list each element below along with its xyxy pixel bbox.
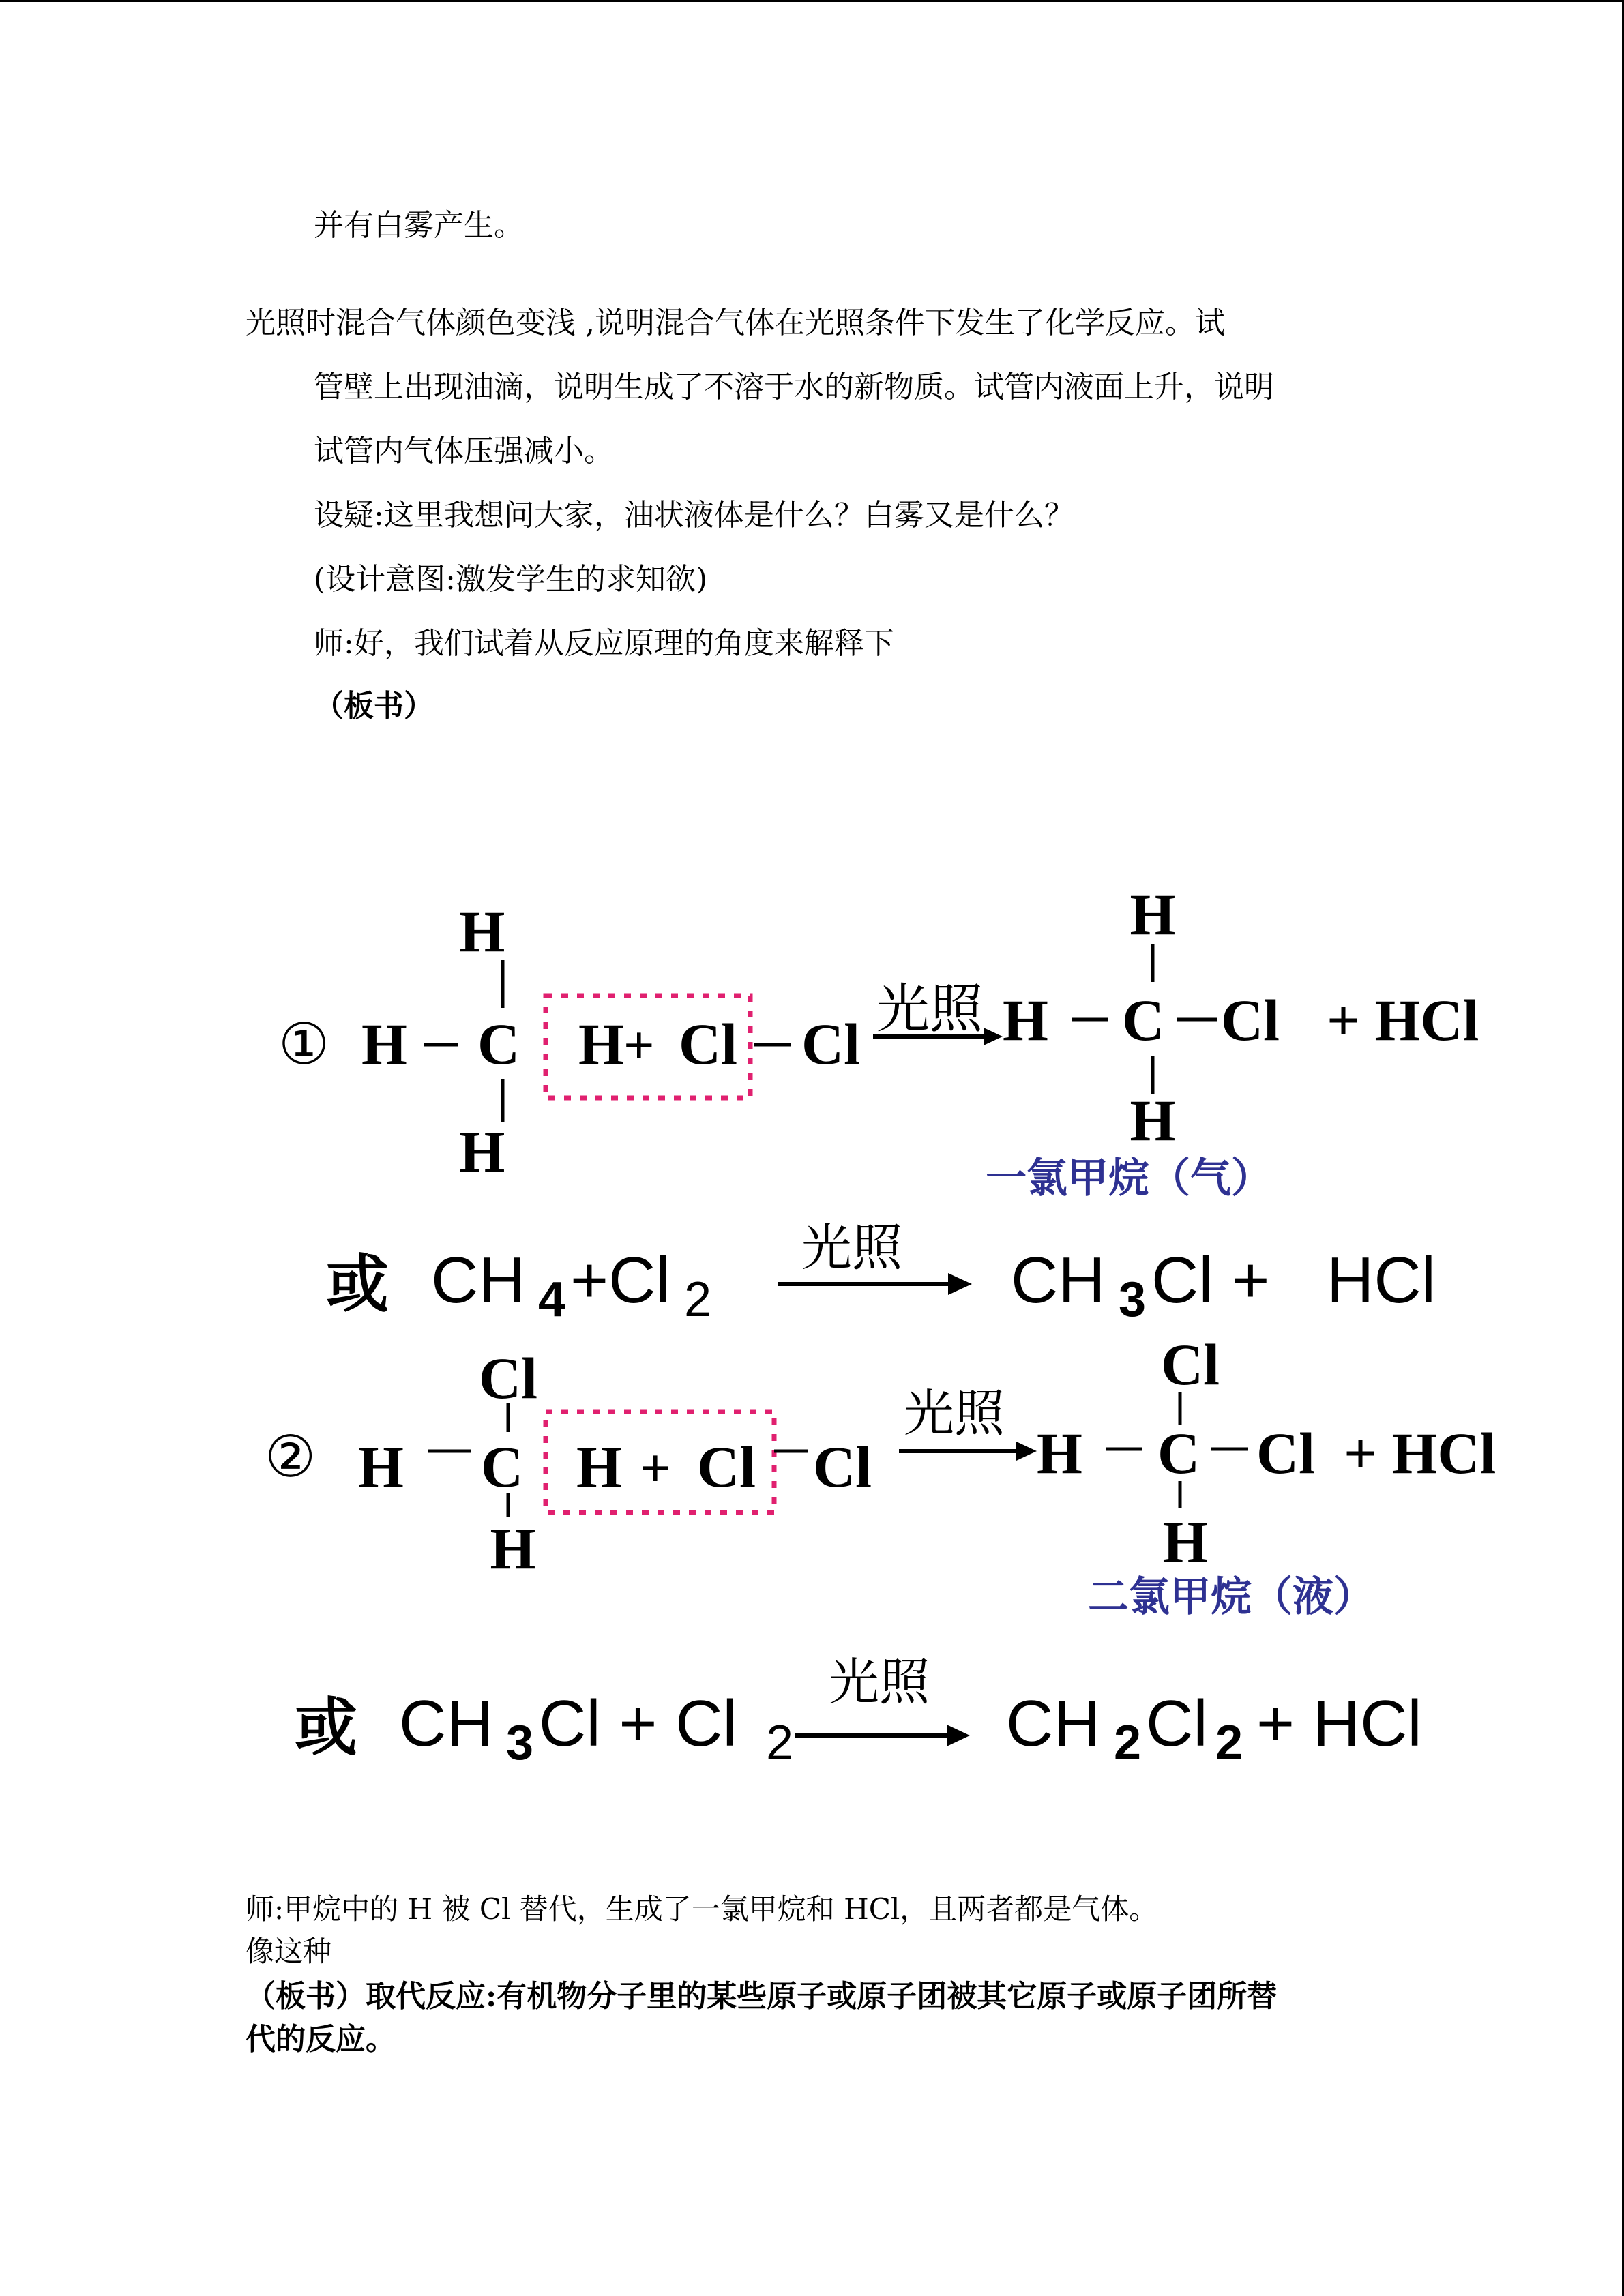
product-c: C: [1157, 1420, 1200, 1486]
equation-1: [326, 1219, 1436, 1327]
arrow-head: [1016, 1442, 1037, 1461]
subscript-red: 3: [1119, 1272, 1147, 1327]
product-hcl: + HCl: [1344, 1420, 1496, 1486]
formula-plus-cl: +Cl: [570, 1244, 670, 1317]
text-line: 师:好，我们试着从反应原理的角度来解释下: [314, 626, 894, 661]
product-cl: Cl: [1256, 1420, 1315, 1486]
box-plus: +: [623, 1016, 655, 1076]
product-h-left: H: [1037, 1420, 1082, 1486]
box-atom-cl: Cl: [697, 1434, 756, 1500]
atom-cl: Cl: [801, 1011, 860, 1077]
atom-c: C: [477, 1011, 520, 1077]
box-plus: +: [640, 1439, 671, 1499]
product-h-bottom: H: [1162, 1509, 1209, 1575]
product-hcl: + HCl: [1327, 987, 1479, 1053]
product-h-top: H: [1130, 882, 1176, 947]
condition-light: 光照: [904, 1384, 1005, 1443]
text-line: 并有白雾产生。: [314, 208, 524, 243]
subscript-red: 4: [538, 1272, 566, 1327]
equation-2: [295, 1653, 1422, 1770]
product-c: C: [1122, 987, 1165, 1053]
text-line: 设疑:这里我想问大家，油状液体是什么？白雾又是什么？: [314, 498, 1074, 533]
atom-h-bottom: H: [490, 1516, 536, 1581]
atom-h-left: H: [361, 1011, 407, 1077]
reaction-number: ②: [265, 1425, 316, 1489]
subscript-red: 3: [506, 1716, 534, 1770]
reaction-number: ①: [278, 1012, 330, 1076]
subscript: 2: [684, 1272, 712, 1327]
subscript: 2: [766, 1716, 794, 1770]
subscript-red: 2: [1114, 1716, 1142, 1770]
atom-h-bottom: H: [459, 1119, 505, 1184]
text-line: 光照时混合气体颜色变浅 ,说明混合气体在光照条件下发生了化学反应。试: [246, 305, 1225, 340]
product-h-left: H: [1003, 987, 1048, 1053]
formula-hcl: HCl: [1327, 1244, 1436, 1317]
condition-light: 光照: [876, 979, 984, 1040]
condition-light: 光照: [829, 1653, 930, 1712]
or-label: 或: [326, 1248, 389, 1321]
formula-ch: CH: [1011, 1244, 1106, 1317]
arrow-head: [984, 1028, 1003, 1045]
condition-light: 光照: [801, 1219, 902, 1277]
formula-ch: CH: [1006, 1687, 1101, 1760]
box-atom-h: H: [578, 1011, 624, 1077]
subscript-blue: 2: [1215, 1716, 1243, 1770]
or-label: 或: [295, 1691, 358, 1764]
reaction-1: [278, 882, 1479, 1202]
text-line: 管壁上出现油滴，说明生成了不溶于水的新物质。试管内液面上升，说明: [314, 370, 1274, 404]
formula-cl-plus: Cl +: [1151, 1244, 1270, 1317]
text-line: 代的反应。: [246, 2022, 396, 2057]
box-atom-cl: Cl: [679, 1011, 737, 1077]
product-name-label: 一氯甲烷（气）: [986, 1154, 1272, 1202]
arrow-head: [947, 1725, 970, 1746]
text-line: （板书）: [314, 689, 434, 724]
text-line: 像这种: [246, 1935, 332, 1968]
product-cl: Cl: [1221, 987, 1280, 1053]
product-cl-top: Cl: [1161, 1332, 1220, 1397]
formula-cl: Cl: [1146, 1687, 1208, 1760]
formula-ch: CH: [399, 1687, 494, 1760]
product-name-label: 二氯甲烷（液）: [1088, 1573, 1374, 1621]
atom-h-left: H: [358, 1434, 404, 1500]
text-line: 试管内气体压强减小。: [314, 434, 614, 468]
box-atom-h: H: [576, 1434, 622, 1500]
reaction-2: [265, 1332, 1496, 1621]
atom-h-top: H: [459, 899, 505, 964]
text-line: （板书）取代反应:有机物分子里的某些原子或原子团被其它原子或原子团所替: [246, 1979, 1278, 2014]
formula-cl-plus-cl: Cl + Cl: [539, 1687, 737, 1760]
product-h-bottom: H: [1130, 1088, 1176, 1153]
atom-cl: Cl: [813, 1434, 872, 1500]
text-line: (设计意图:激发学生的求知欲): [314, 562, 708, 597]
atom-cl-top: Cl: [479, 1345, 537, 1411]
atom-c: C: [481, 1434, 524, 1500]
text-line: 师:甲烷中的 H 被 Cl 替代，生成了一氯甲烷和 HCl，且两者都是气体。: [246, 1892, 1158, 1926]
formula-ch: CH: [431, 1244, 526, 1317]
formula-plus-hcl: + HCl: [1256, 1687, 1422, 1760]
arrow-head: [948, 1273, 972, 1295]
